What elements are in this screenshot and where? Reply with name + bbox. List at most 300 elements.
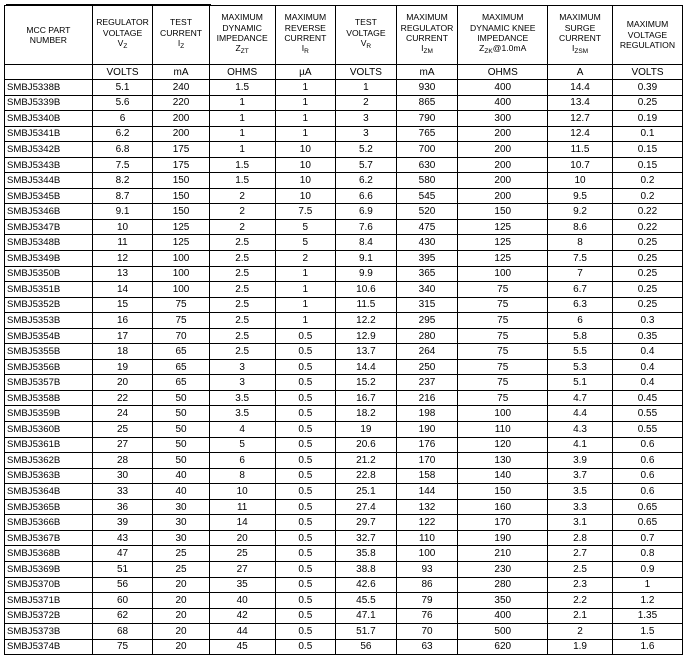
unit-cell-7: OHMS [458,65,548,80]
value-cell: 0.5 [275,499,336,515]
value-cell: 0.5 [275,561,336,577]
value-cell: 10 [548,173,613,189]
value-cell: 40 [153,468,209,484]
value-cell: 125 [153,235,209,251]
value-cell: 1 [275,266,336,282]
value-cell: 0.5 [275,608,336,624]
value-cell: 1 [209,126,275,142]
value-cell: 395 [396,251,458,267]
value-cell: 12.2 [336,313,397,329]
value-cell: 56 [92,577,153,593]
part-number-cell: SMBJ5344B [5,173,93,189]
value-cell: 28 [92,453,153,469]
value-cell: 3.9 [548,453,613,469]
value-cell: 200 [458,126,548,142]
value-cell: 2.5 [209,235,275,251]
value-cell: 2.5 [209,282,275,298]
column-header-5 [336,6,397,65]
table-header [5,6,683,80]
value-cell: 2.3 [548,577,613,593]
value-cell: 5.5 [548,344,613,360]
value-cell: 5.7 [336,157,397,173]
value-cell: 170 [396,453,458,469]
value-cell: 3 [336,111,397,127]
value-cell: 2.7 [548,546,613,562]
value-cell: 125 [458,251,548,267]
value-cell: 0.22 [612,204,682,220]
value-cell: 14.4 [548,80,613,96]
value-cell: 4.3 [548,422,613,438]
value-cell: 7.5 [92,157,153,173]
unit-cell-0 [5,65,93,80]
value-cell: 65 [153,375,209,391]
value-cell: 20 [153,624,209,640]
value-cell: 0.1 [612,126,682,142]
table-row [5,624,683,640]
unit-cell-4: µA [275,65,336,80]
unit-cell-6: mA [396,65,458,80]
header-line: MAXIMUM [406,12,448,23]
value-cell: 22 [92,390,153,406]
value-cell: 20 [209,530,275,546]
value-cell: 200 [458,157,548,173]
part-number-cell: SMBJ5346B [5,204,93,220]
header-symbol: $I_{ZM}$ [421,43,433,56]
value-cell: 18.2 [336,406,397,422]
part-number-cell: SMBJ5358B [5,390,93,406]
value-cell: 12.4 [548,126,613,142]
part-number-cell: SMBJ5347B [5,219,93,235]
value-cell: 44 [209,624,275,640]
value-cell: 200 [458,142,548,158]
value-cell: 19 [336,422,397,438]
value-cell: 3.1 [548,515,613,531]
part-number-cell: SMBJ5349B [5,251,93,267]
value-cell: 100 [396,546,458,562]
table-row [5,515,683,531]
value-cell: 100 [458,406,548,422]
column-header-4 [275,6,336,65]
value-cell: 5.3 [548,359,613,375]
value-cell: 75 [458,297,548,313]
value-cell: 62 [92,608,153,624]
value-cell: 75 [153,313,209,329]
zener-spec-table [4,5,683,655]
value-cell: 12.9 [336,328,397,344]
part-number-cell: SMBJ5372B [5,608,93,624]
value-cell: 340 [396,282,458,298]
header-line: VOLTAGE [627,29,668,40]
table-row [5,468,683,484]
value-cell: 0.5 [275,624,336,640]
value-cell: 10 [275,142,336,158]
part-number-cell: SMBJ5340B [5,111,93,127]
value-cell: 24 [92,406,153,422]
value-cell: 150 [153,173,209,189]
value-cell: 20 [153,608,209,624]
value-cell: 45 [209,639,275,655]
value-cell: 190 [458,530,548,546]
header-line: CURRENT [406,33,449,43]
value-cell: 40 [209,593,275,609]
value-cell: 1 [209,95,275,111]
value-cell: 8.7 [92,188,153,204]
value-cell: 5 [209,437,275,453]
value-cell: 56 [336,639,397,655]
value-cell: 400 [458,95,548,111]
value-cell: 240 [153,80,209,96]
value-cell: 1 [336,80,397,96]
header-symbol: $I_Z$ [177,38,185,51]
value-cell: 250 [396,359,458,375]
value-cell: 150 [153,188,209,204]
value-cell: 27 [92,437,153,453]
part-number-cell: SMBJ5368B [5,546,93,562]
unit-cell-3: OHMS [209,65,275,80]
value-cell: 132 [396,499,458,515]
value-cell: 545 [396,188,458,204]
value-cell: 0.6 [612,453,682,469]
value-cell: 0.6 [612,437,682,453]
value-cell: 0.5 [275,406,336,422]
value-cell: 8.6 [548,219,613,235]
value-cell: 1 [612,577,682,593]
header-line: REGULATOR [400,22,454,33]
value-cell: 0.55 [612,422,682,438]
table-row [5,157,683,173]
value-cell: 11 [209,499,275,515]
part-number-cell: SMBJ5354B [5,328,93,344]
value-cell: 5.1 [548,375,613,391]
value-cell: 150 [153,204,209,220]
table-row [5,80,683,96]
value-cell: 11.5 [336,297,397,313]
value-cell: 14 [92,282,153,298]
value-cell: 39 [92,515,153,531]
value-cell: 5 [275,235,336,251]
value-cell: 3.7 [548,468,613,484]
value-cell: 1.5 [612,624,682,640]
value-cell: 1 [275,80,336,96]
value-cell: 0.7 [612,530,682,546]
value-cell: 75 [458,390,548,406]
value-cell: 2 [209,219,275,235]
value-cell: 47.1 [336,608,397,624]
value-cell: 300 [458,111,548,127]
header-line: VOLTAGE [102,27,143,38]
value-cell: 30 [153,499,209,515]
table-row [5,639,683,655]
value-cell: 1.6 [612,639,682,655]
header-line: NUMBER [29,35,67,45]
value-cell: 100 [153,266,209,282]
value-cell: 1 [275,313,336,329]
value-cell: 1.5 [209,80,275,96]
value-cell: 200 [458,173,548,189]
value-cell: 13.4 [548,95,613,111]
value-cell: 6.2 [92,126,153,142]
value-cell: 0.2 [612,188,682,204]
value-cell: 13.7 [336,344,397,360]
value-cell: 32.7 [336,530,397,546]
value-cell: 1 [209,111,275,127]
value-cell: 70 [396,624,458,640]
value-cell: 38.8 [336,561,397,577]
column-header-7 [458,6,548,65]
value-cell: 27 [209,561,275,577]
value-cell: 0.6 [612,468,682,484]
value-cell: 210 [458,546,548,562]
value-cell: 1 [209,142,275,158]
value-cell: 6.9 [336,204,397,220]
value-cell: 125 [153,219,209,235]
value-cell: 190 [396,422,458,438]
value-cell: 264 [396,344,458,360]
value-cell: 280 [396,328,458,344]
value-cell: 0.5 [275,468,336,484]
value-cell: 0.5 [275,390,336,406]
table-row [5,235,683,251]
part-number-cell: SMBJ5341B [5,126,93,142]
value-cell: 865 [396,95,458,111]
header-line: TEST [354,17,377,28]
value-cell: 15.2 [336,375,397,391]
value-cell: 0.15 [612,157,682,173]
value-cell: 8 [209,468,275,484]
header-line: VOLTAGE [346,27,386,38]
table-row [5,282,683,298]
value-cell: 220 [153,95,209,111]
value-cell: 1 [275,111,336,127]
value-cell: 40 [153,484,209,500]
part-number-cell: SMBJ5348B [5,235,93,251]
header-line: MAXIMUM [221,12,263,23]
value-cell: 2.5 [209,266,275,282]
value-cell: 0.9 [612,561,682,577]
value-cell: 130 [458,453,548,469]
value-cell: 3 [336,126,397,142]
header-line: MAXIMUM [559,12,601,23]
value-cell: 295 [396,313,458,329]
value-cell: 8 [548,235,613,251]
value-cell: 176 [396,437,458,453]
header-line: REGULATOR [96,17,149,28]
value-cell: 25 [92,422,153,438]
value-cell: 9.2 [548,204,613,220]
value-cell: 0.25 [612,95,682,111]
value-cell: 4.4 [548,406,613,422]
value-cell: 2.8 [548,530,613,546]
value-cell: 2 [209,204,275,220]
value-cell: 20 [153,577,209,593]
value-cell: 0.25 [612,282,682,298]
value-cell: 9.1 [92,204,153,220]
value-cell: 0.5 [275,422,336,438]
value-cell: 21.2 [336,453,397,469]
part-number-cell: SMBJ5345B [5,188,93,204]
part-number-cell: SMBJ5365B [5,499,93,515]
part-number-cell: SMBJ5338B [5,80,93,96]
value-cell: 4.7 [548,390,613,406]
value-cell: 30 [153,515,209,531]
value-cell: 158 [396,468,458,484]
part-number-cell: SMBJ5361B [5,437,93,453]
value-cell: 2 [209,188,275,204]
part-number-cell: SMBJ5353B [5,313,93,329]
value-cell: 790 [396,111,458,127]
header-line: TEST [170,17,193,28]
value-cell: 75 [458,282,548,298]
value-cell: 350 [458,593,548,609]
table-row [5,142,683,158]
table-row [5,390,683,406]
part-number-cell: SMBJ5367B [5,530,93,546]
value-cell: 50 [153,437,209,453]
value-cell: 12.7 [548,111,613,127]
table-row [5,173,683,189]
table-row [5,266,683,282]
value-cell: 175 [153,142,209,158]
value-cell: 9.1 [336,251,397,267]
value-cell: 0.35 [612,328,682,344]
value-cell: 110 [396,530,458,546]
value-cell: 6 [92,111,153,127]
value-cell: 2 [548,624,613,640]
value-cell: 2 [275,251,336,267]
table-row [5,204,683,220]
value-cell: 160 [458,499,548,515]
value-cell: 3.5 [548,484,613,500]
value-cell: 6 [548,313,613,329]
value-cell: 75 [458,344,548,360]
value-cell: 175 [153,157,209,173]
table-row [5,126,683,142]
value-cell: 200 [458,188,548,204]
value-cell: 122 [396,515,458,531]
header-line: DYNAMIC KNEE [470,22,536,33]
value-cell: 1 [275,282,336,298]
value-cell: 5 [275,219,336,235]
unit-cell-9: VOLTS [612,65,682,80]
value-cell: 630 [396,157,458,173]
header-line: SURGE [564,22,596,33]
part-number-cell: SMBJ5374B [5,639,93,655]
value-cell: 0.25 [612,297,682,313]
value-cell: 580 [396,173,458,189]
value-cell: 2 [336,95,397,111]
table-row [5,593,683,609]
value-cell: 30 [92,468,153,484]
value-cell: 0.5 [275,577,336,593]
value-cell: 75 [92,639,153,655]
value-cell: 16 [92,313,153,329]
value-cell: 51 [92,561,153,577]
value-cell: 1.5 [209,173,275,189]
part-number-cell: SMBJ5352B [5,297,93,313]
value-cell: 100 [153,282,209,298]
value-cell: 11 [92,235,153,251]
value-cell: 400 [458,80,548,96]
value-cell: 43 [92,530,153,546]
value-cell: 0.5 [275,359,336,375]
value-cell: 7.5 [275,204,336,220]
value-cell: 3.3 [548,499,613,515]
value-cell: 20 [153,639,209,655]
column-header-0 [5,6,93,65]
part-number-cell: SMBJ5363B [5,468,93,484]
value-cell: 125 [458,235,548,251]
value-cell: 144 [396,484,458,500]
value-cell: 5.2 [336,142,397,158]
value-cell: 0.25 [612,235,682,251]
value-cell: 198 [396,406,458,422]
value-cell: 35.8 [336,546,397,562]
table-row [5,297,683,313]
value-cell: 0.5 [275,593,336,609]
value-cell: 2.1 [548,608,613,624]
value-cell: 65 [153,344,209,360]
part-number-cell: SMBJ5339B [5,95,93,111]
value-cell: 5.6 [92,95,153,111]
value-cell: 20 [92,375,153,391]
header-symbol: $Z_{ZT}$ [235,43,249,56]
header-line: IMPEDANCE [477,33,529,43]
table-row [5,546,683,562]
value-cell: 10 [275,157,336,173]
value-cell: 0.4 [612,375,682,391]
table-row [5,251,683,267]
header-line: REVERSE [284,22,326,33]
value-cell: 51.7 [336,624,397,640]
value-cell: 9.9 [336,266,397,282]
value-cell: 0.5 [275,639,336,655]
value-cell: 8.2 [92,173,153,189]
value-cell: 8.4 [336,235,397,251]
value-cell: 75 [458,313,548,329]
table-row [5,313,683,329]
value-cell: 1 [275,126,336,142]
table-row [5,359,683,375]
value-cell: 18 [92,344,153,360]
value-cell: 6.2 [336,173,397,189]
value-cell: 1.5 [209,157,275,173]
value-cell: 14 [209,515,275,531]
table-row [5,499,683,515]
table-row [5,328,683,344]
header-line: CURRENT [284,33,327,43]
value-cell: 2.5 [209,297,275,313]
value-cell: 6.6 [336,188,397,204]
value-cell: 4.1 [548,437,613,453]
value-cell: 0.4 [612,344,682,360]
value-cell: 230 [458,561,548,577]
value-cell: 25.1 [336,484,397,500]
table-row [5,406,683,422]
value-cell: 6.7 [548,282,613,298]
value-cell: 25 [153,546,209,562]
table-row [5,219,683,235]
value-cell: 100 [153,251,209,267]
value-cell: 68 [92,624,153,640]
value-cell: 1.2 [612,593,682,609]
value-cell: 2.5 [548,561,613,577]
value-cell: 2.5 [209,251,275,267]
value-cell: 0.5 [275,344,336,360]
value-cell: 765 [396,126,458,142]
table-row [5,111,683,127]
value-cell: 6.3 [548,297,613,313]
value-cell: 35 [209,577,275,593]
